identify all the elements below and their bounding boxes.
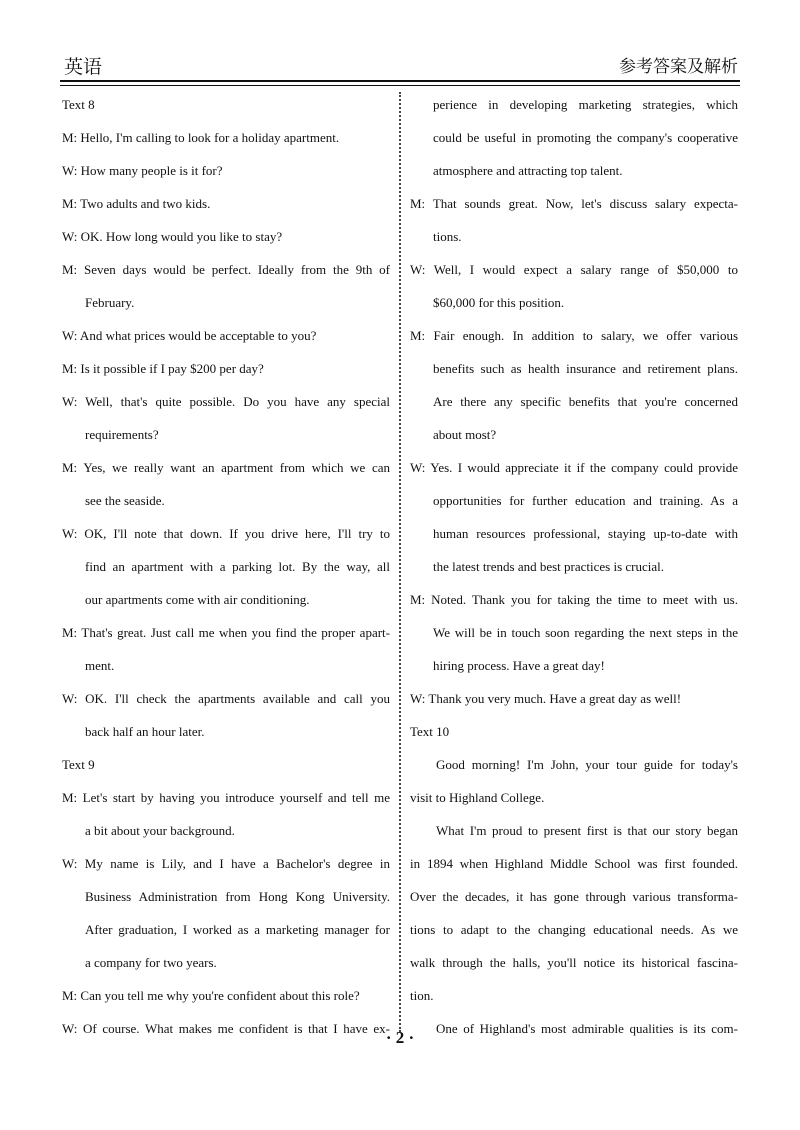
- dialogue-line: M: Is it possible if I pay $200 per day?: [62, 361, 264, 376]
- text-heading: Text 9: [62, 757, 95, 772]
- right-column: [410, 88, 738, 1045]
- passage-line: What I'm proud to present first is that our story began: [436, 823, 738, 838]
- dialogue-continuation: back half an hour later.: [85, 724, 205, 739]
- dialogue-continuation: atmosphere and attracting top talent.: [433, 163, 623, 178]
- dialogue-line: W: My name is Lily, and I have a Bachelor's degree in: [62, 856, 390, 871]
- column-divider: [399, 92, 401, 1032]
- dialogue-continuation: about most?: [433, 427, 497, 442]
- passage-line: walk through the halls, you'll notice its historical fascina-: [410, 955, 738, 970]
- passage-line: Good morning! I'm John, your tour guide for today's: [436, 757, 738, 772]
- dialogue-line: M: That sounds great. Now, let's discuss salary expecta-: [410, 196, 738, 211]
- dialogue-line: W: OK. How long would you like to stay?: [62, 229, 283, 244]
- dialogue-continuation: tions.: [433, 229, 462, 244]
- dialogue-continuation: $60,000 for this position.: [433, 295, 565, 310]
- dialogue-continuation: our apartments come with air conditioning.: [85, 592, 310, 607]
- passage-line: in 1894 when Highland Middle School was first founded.: [410, 856, 738, 871]
- text-heading: Text 8: [62, 97, 95, 112]
- dialogue-line: W: Well, I would expect a salary range of $50,000 to: [410, 262, 738, 277]
- dialogue-line: M: Two adults and two kids.: [62, 196, 211, 211]
- dialogue-continuation: opportunities for further education and training. As a: [433, 493, 738, 508]
- dialogue-continuation: hiring process. Have a great day!: [433, 658, 605, 673]
- dialogue-line: W: How many people is it for?: [62, 163, 223, 178]
- dialogue-continuation: benefits such as health insurance and retirement plans.: [433, 361, 738, 376]
- passage-line: tions to adapt to the changing educational needs. As we: [410, 922, 738, 937]
- dialogue-continuation: After graduation, I worked as a marketing manager for: [85, 922, 390, 937]
- dialogue-continuation: February.: [85, 295, 135, 310]
- dialogue-continuation: see the seaside.: [85, 493, 165, 508]
- page-number: · 2 ·: [385, 1028, 415, 1047]
- section-title: 参考答案及解析: [619, 57, 738, 77]
- dialogue-line: W: Thank you very much. Have a great day as well!: [410, 691, 682, 706]
- header-rule: [60, 80, 740, 82]
- passage-line: One of Highland's most admirable qualities is its com-: [436, 1021, 738, 1036]
- dialogue-line: W: Yes. I would appreciate it if the company could provide: [410, 460, 738, 475]
- dialogue-line: M: That's great. Just call me when you find the proper apart-: [62, 625, 390, 640]
- dialogue-continuation: human resources professional, staying up-to-date with: [433, 526, 738, 541]
- dialogue-continuation: requirements?: [85, 427, 159, 442]
- dialogue-continuation: We will be in touch soon regarding the next steps in the: [433, 625, 738, 640]
- passage-line: Over the decades, it has gone through various transforma-: [410, 889, 738, 904]
- dialogue-line: M: Can you tell me why you're confident about this role?: [62, 988, 360, 1003]
- dialogue-line: M: Seven days would be perfect. Ideally from the 9th of: [62, 262, 390, 277]
- dialogue-continuation: a company for two years.: [85, 955, 217, 970]
- dialogue-continuation: find an apartment with a parking lot. By the way, all: [85, 559, 390, 574]
- dialogue-line: W: And what prices would be acceptable to you?: [62, 328, 317, 343]
- dialogue-line: M: Noted. Thank you for taking the time to meet with us.: [410, 592, 738, 607]
- dialogue-line: W: OK. I'll check the apartments available and call you: [62, 691, 390, 706]
- dialogue-continuation: Are there any specific benefits that you're concerned: [433, 394, 738, 409]
- text-heading: Text 10: [410, 724, 450, 739]
- passage-line: visit to Highland College.: [410, 790, 545, 805]
- dialogue-continuation: Business Administration from Hong Kong University.: [85, 889, 390, 904]
- dialogue-continuation: a bit about your background.: [85, 823, 235, 838]
- header-rule-thin: [60, 85, 740, 86]
- page-header: [60, 50, 740, 80]
- dialogue-line: W: Well, that's quite possible. Do you have any special: [62, 394, 390, 409]
- dialogue-line: M: Let's start by having you introduce yourself and tell me: [62, 790, 390, 805]
- subject-title: 英语: [64, 56, 103, 78]
- dialogue-line: W: OK, I'll note that down. If you drive here, I'll try to: [62, 526, 390, 541]
- dialogue-line: M: Hello, I'm calling to look for a holiday apartment.: [62, 130, 340, 145]
- dialogue-continuation: could be useful in promoting the company's cooperative: [433, 130, 738, 145]
- dialogue-continuation: perience in developing marketing strategies, which: [433, 97, 738, 112]
- left-column: [62, 88, 390, 1045]
- dialogue-line: M: Fair enough. In addition to salary, we offer various: [410, 328, 738, 343]
- dialogue-continuation: the latest trends and best practices is crucial.: [433, 559, 665, 574]
- dialogue-line: W: Of course. What makes me confident is that I have ex-: [62, 1021, 390, 1036]
- dialogue-line: M: Yes, we really want an apartment from which we can: [62, 460, 390, 475]
- passage-line: tion.: [410, 988, 434, 1003]
- dialogue-continuation: ment.: [85, 658, 115, 673]
